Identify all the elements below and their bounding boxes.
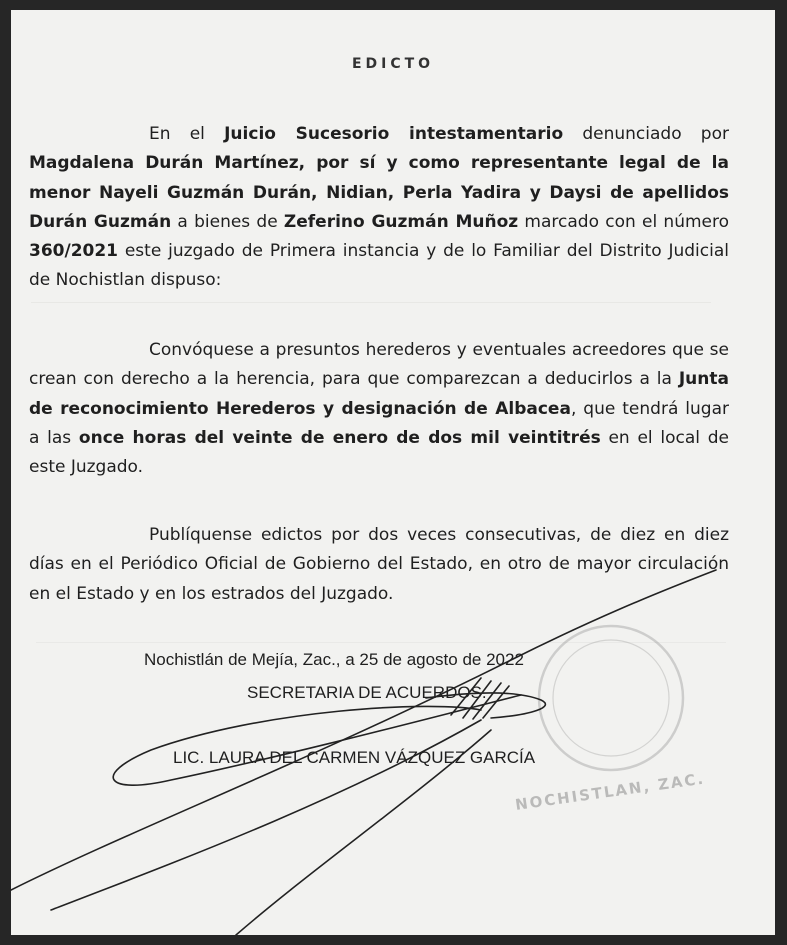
paragraph-publication: Publíquense edictos por dos veces consecutivas, de diez en diez días en el Periódico Oficial de Gobierno del Estado, en otro de mayor circulación en el Estado y en los estrados del Juzgado.	[29, 525, 729, 604]
case-type: Juicio Sucesorio intestamentario	[224, 124, 564, 144]
text-run: marcado con el número	[518, 211, 730, 232]
text-run: este juzgado de Primera instancia y de lo Familiar del Distrito Judicial de Nochistlan dispuso:	[29, 241, 729, 291]
claimants: Magdalena Durán Martínez, por sí y como representante legal de la menor Nayeli Guzmán Durán, Nidian, Perla Yadira y Daysi de apellidos Durán Guzmán	[29, 153, 729, 232]
document-page	[11, 10, 775, 935]
handwritten-signature-icon	[11, 570, 716, 935]
svg-text:NOCHISTLAN, ZAC.: NOCHISTLAN, ZAC.	[514, 769, 707, 814]
case-number: 360/2021	[29, 241, 119, 262]
official-seal-icon	[514, 626, 706, 814]
place-and-date: Nochistlán de Mejía, Zac., a 25 de agosto de 2022	[144, 650, 524, 669]
text-run: En el	[149, 124, 225, 144]
text-run: a bienes de	[171, 211, 284, 232]
seal-and-signature	[11, 10, 775, 935]
hearing-name: Junta de reconocimiento Herederos y designación de Albacea	[29, 369, 729, 419]
text-run: denunciado por	[563, 124, 729, 144]
hearing-datetime: once horas del veinte de enero de dos mil veintitrés	[78, 427, 601, 448]
signer-name: LIC. LAURA DEL CARMEN VÁZQUEZ GARCÍA	[173, 748, 536, 767]
office-title: SECRETARIA DE ACUERDOS.	[247, 683, 487, 702]
text-run: , que tendrá lugar a las	[29, 398, 730, 448]
text-run: en el local de este Juzgado.	[29, 427, 729, 478]
document-title: EDICTO	[351, 56, 435, 72]
text-run: Convóquese a presuntos herederos y eventuales acreedores que se crean con derecho a la herencia, para que comparezcan a deducirlos a la	[29, 340, 729, 390]
deceased-name: Zeferino Guzmán Muñoz	[283, 211, 519, 232]
